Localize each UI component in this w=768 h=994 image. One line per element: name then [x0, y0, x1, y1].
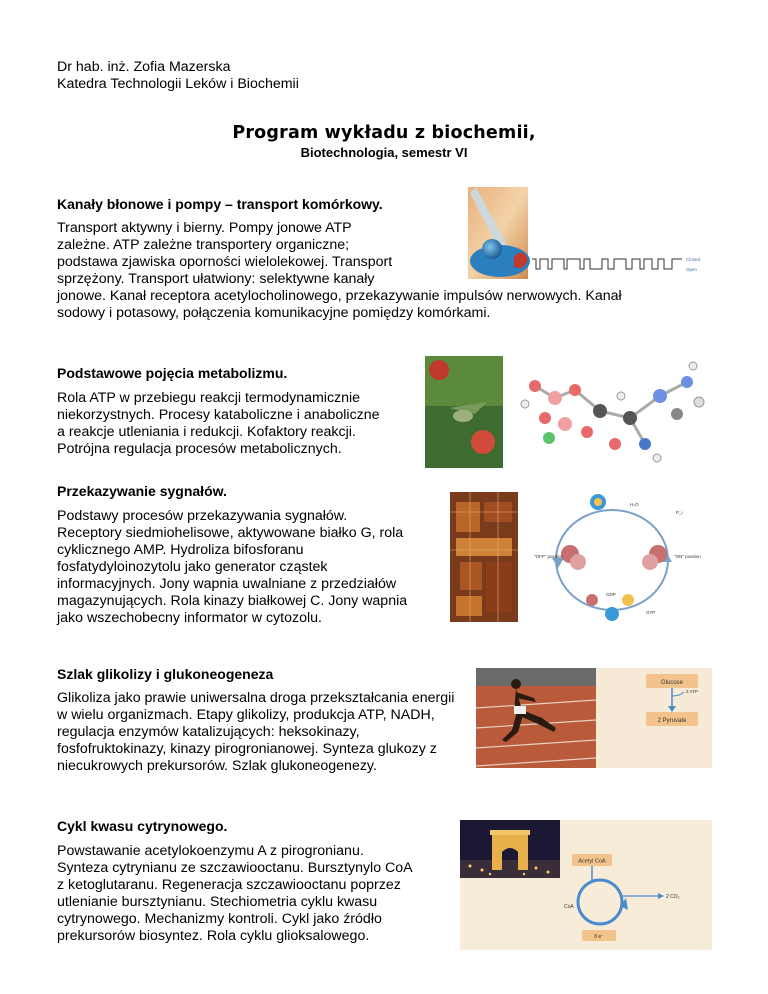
label-2-atp: 2 ATP [686, 689, 698, 694]
body-line: sprzężony. Transport ułatwiony: selektywne kanały [57, 271, 375, 287]
body-line: cyklicznego AMP. Hydroliza bifosforanu [57, 542, 304, 558]
author-line: Dr hab. inż. Zofia Mazerska [57, 59, 231, 75]
page-title: Program wykładu z biochemii, [232, 123, 536, 143]
section-body-metabolism [57, 390, 419, 458]
label-coa: CoA [564, 904, 574, 910]
label-glucose: Glucose [660, 680, 684, 686]
body-line: z ketoglutaranu. Regeneracja szczawiooctanu poprzez [57, 877, 401, 893]
body-line: Transport aktywny i bierny. Pompy jonowe ATP [57, 220, 352, 236]
body-line: w wielu organizmach. Etapy glikolizy, produkcja ATP, NADH, [57, 707, 435, 723]
label-off-position: "OFF" position [534, 554, 563, 559]
body-line: podstawa zjawiska oporności wielolekowej. Transport [57, 254, 393, 270]
body-line: cytrynowego. Mechanizmy kontroli. Cykl jako źródło [57, 911, 382, 927]
section-heading-glycolysis: Szlak glikolizy i glukoneogeneza [57, 666, 274, 682]
section-heading-metabolism: Podstawowe pojęcia metabolizmu. [57, 365, 288, 381]
body-line: magazynujących. Rola kinazy białkowej C. Jony wapnia [57, 593, 408, 609]
label-2-co2: 2 CO₂ [666, 894, 680, 900]
section-heading-transport: Kanały błonowe i pompy – transport komórkowy. [57, 196, 383, 212]
body-line: informacyjnych. Jony wapnia uwalniane z przedziałów [57, 576, 397, 592]
label-gtp: GTP [646, 610, 656, 615]
label-gdp: GDP [606, 592, 616, 597]
figure-citric-acid-cycle [460, 820, 712, 950]
section-heading-citric-acid-cycle: Cykl kwasu cytrynowego. [57, 818, 228, 834]
trace-label-closed: Closed [686, 257, 700, 262]
body-line: fosfofruktokinazy, kinazy pirogronianowej. Synteza glukozy z [57, 741, 437, 757]
section-body-signalling [57, 508, 439, 627]
body-line: Potrójna regulacja procesów metabolicznych. [57, 441, 342, 457]
molecule-model [521, 362, 704, 462]
body-line: niekorzystnych. Procesy kataboliczne i anaboliczne [57, 407, 380, 423]
section-body-glycolysis [57, 690, 473, 775]
label-on-position: "ON" position [674, 554, 701, 559]
body-line: Glikoliza jako prawie uniwersalna droga przekształcania energii [57, 690, 455, 706]
section-heading-signalling: Przekazywanie sygnałów. [57, 483, 227, 499]
body-line: jako wszechobecny informator w cytozolu. [57, 610, 322, 626]
body-line: prekursorów biosyntez. Rola cyklu glioksalowego. [57, 928, 370, 944]
body-line: jonowe. Kanał receptora acetylocholinowego, przekazywanie impulsów nerwowych. Kanał [57, 288, 622, 304]
label-acetyl-coa: Acetyl CoA [578, 858, 606, 865]
figure-glycolysis [476, 668, 712, 768]
channel-recording-trace [532, 259, 682, 269]
label-8-electrons: 8 e⁻ [594, 934, 604, 940]
body-line: Synteza cytrynianu ze szczawiooctanu. Bursztynylo CoA [57, 860, 413, 876]
body-line: Powstawanie acetylokoenzymu A z pirogronianu. [57, 843, 364, 859]
body-line: zależne. ATP zależne transportery organiczne; [57, 237, 350, 253]
body-line: niecukrowych prekursorów. Szlak glukoneogenezy. [57, 758, 377, 774]
label-h2o: H₂O [630, 502, 639, 507]
body-line: Podstawy procesów przekazywania sygnałów. [57, 508, 348, 524]
page-subtitle: Biotechnologia, semestr VI [300, 145, 468, 160]
figure-atp-molecule [425, 356, 715, 468]
trace-label-open: Open [686, 267, 698, 272]
body-line: a reakcje utleniania i redukcji. Kofaktory reakcji. [57, 424, 356, 440]
section-body-citric-acid-cycle [57, 843, 447, 945]
department-line: Katedra Technologii Leków i Biochemii [57, 76, 299, 92]
body-line: regulacja enzymów katalizujących: heksokinazy, [57, 724, 360, 740]
body-line: utlenianie bursztynianu. Stechiometria cyklu kwasu [57, 894, 378, 910]
figure-ion-channel [468, 187, 700, 279]
figure-g-protein-cycle [450, 492, 712, 622]
body-line: Rola ATP w przebiegu reakcji termodynamicznie [57, 390, 361, 406]
body-line: fosfatydyloinozytolu jako generator cząstek [57, 559, 328, 575]
label-2-pyruvate: 2 Pyruvate [657, 718, 687, 724]
body-line: sodowy i potasowy, połączenia komunikacyjne pomiędzy komórkami. [57, 305, 491, 321]
label-pi: P_i [676, 510, 683, 515]
body-line: Receptory siedmiohelisowe, aktywowane białko G, rola [57, 525, 404, 541]
